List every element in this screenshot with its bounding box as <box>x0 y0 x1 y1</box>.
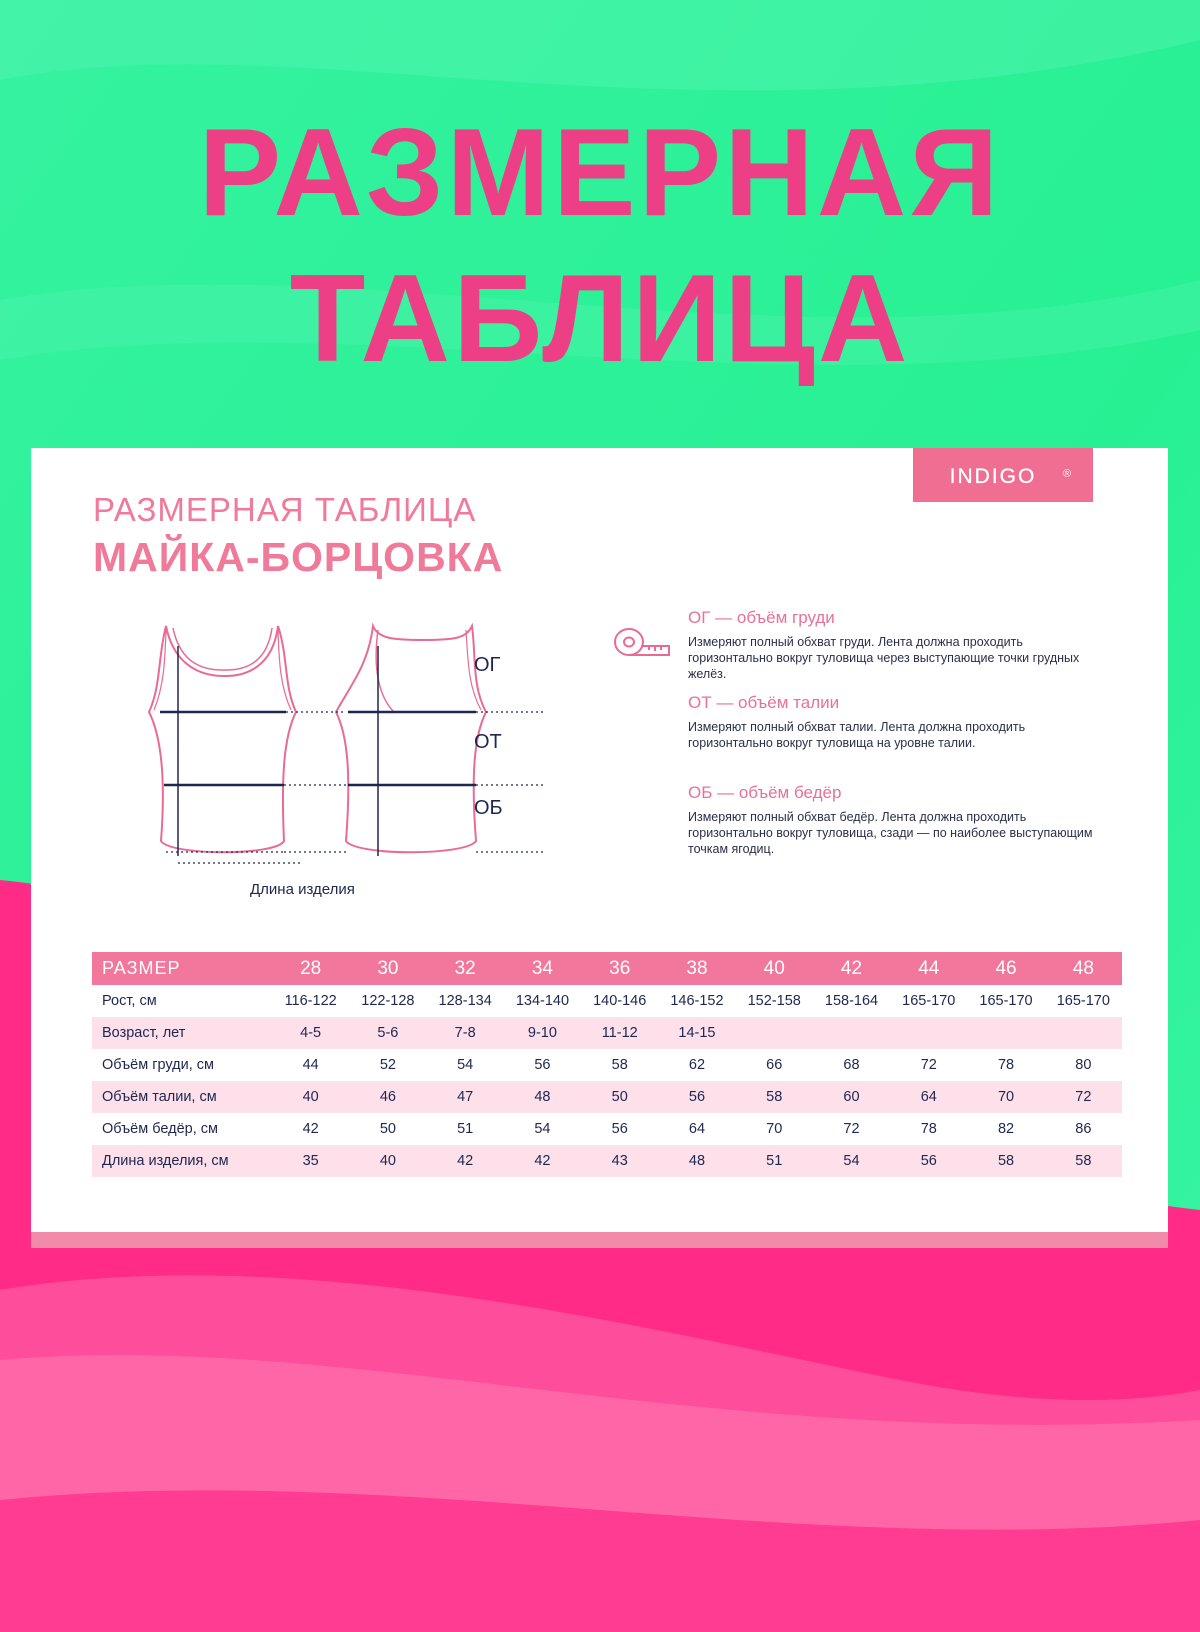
table-cell: 158-164 <box>824 993 879 1009</box>
card-subtitle: РАЗМЕРНАЯ ТАБЛИЦА <box>93 491 477 528</box>
table-cell: 54 <box>813 1145 890 1177</box>
card-footer-stripe <box>31 1232 1168 1248</box>
size-header-cell: 34 <box>504 952 581 985</box>
table-cell: 62 <box>688 1057 706 1073</box>
size-header-label: РАЗМЕР <box>92 952 272 985</box>
table-cell: 82 <box>997 1121 1015 1137</box>
card-product-name: МАЙКА-БОРЦОВКА <box>93 534 504 580</box>
table-cell <box>1045 1017 1122 1049</box>
hips-measure-title: ОБ — объём бедёр <box>688 783 842 802</box>
waist-label: ОТ <box>474 731 502 753</box>
table-cell: 11-12 <box>581 1017 658 1049</box>
chest-label: ОГ <box>474 654 501 676</box>
table-cell: 64 <box>890 1081 967 1113</box>
size-header-cell: 30 <box>349 952 426 985</box>
table-cell: 58 <box>1045 1145 1122 1177</box>
size-header-cell: 36 <box>581 952 658 985</box>
table-cell: 86 <box>1075 1121 1092 1137</box>
size-header-cell: 44 <box>890 952 967 985</box>
row-label: Объём талии, см <box>92 1081 272 1113</box>
table-cell: 43 <box>581 1145 658 1177</box>
size-header-cell: 46 <box>967 952 1044 985</box>
table-cell: 165-170 <box>902 993 956 1009</box>
hips-measure-text: Измеряют полный обхват бедёр. Лента должна проходить горизонтально вокруг туловища, сзади — по наиболее выступающим точкам ягодиц. <box>688 810 1093 856</box>
table-cell: 78 <box>920 1121 937 1137</box>
table-cell <box>967 1017 1044 1049</box>
waist-measure-info <box>688 693 1108 751</box>
table-cell: 48 <box>504 1081 581 1113</box>
table-cell: 58 <box>611 1057 628 1073</box>
table-cell: 50 <box>379 1121 396 1137</box>
table-cell: 42 <box>504 1145 581 1177</box>
size-chart-card <box>31 448 1168 1248</box>
size-header-cell: 28 <box>272 952 349 985</box>
tank-top-front <box>149 626 296 852</box>
table-cell: 70 <box>766 1121 783 1137</box>
size-header-cell: 38 <box>658 952 735 985</box>
chest-measure-text: Измеряют полный обхват груди. Лента должна проходить горизонтально вокруг туловища через выступающие точки грудных желёз. <box>688 635 1080 681</box>
table-cell: 146-152 <box>670 993 724 1009</box>
length-label: Длина изделия <box>250 881 355 898</box>
table-cell: 50 <box>581 1081 658 1113</box>
table-cell: 56 <box>658 1081 735 1113</box>
size-header-row <box>92 952 1122 985</box>
table-row <box>92 1049 1122 1081</box>
table-row <box>92 1081 1122 1113</box>
table-cell: 42 <box>427 1145 504 1177</box>
table-cell: 52 <box>379 1057 396 1073</box>
table-cell: 58 <box>967 1145 1044 1177</box>
table-cell: 72 <box>843 1121 860 1137</box>
table-cell: 165-170 <box>979 993 1033 1009</box>
chest-measure-title: ОГ — объём груди <box>688 608 835 627</box>
table-cell <box>890 1017 967 1049</box>
table-cell: 44 <box>302 1057 319 1073</box>
table-cell: 134-140 <box>515 993 570 1009</box>
table-cell: 5-6 <box>349 1017 426 1049</box>
row-label: Длина изделия, см <box>92 1145 272 1177</box>
hero-title-line2: ТАБЛИЦА <box>289 250 911 388</box>
size-header-cell: 40 <box>736 952 813 985</box>
table-cell: 51 <box>736 1145 813 1177</box>
table-cell: 40 <box>349 1145 426 1177</box>
measuring-tape-icon <box>611 624 675 664</box>
table-cell: 46 <box>349 1081 426 1113</box>
table-cell: 56 <box>534 1057 551 1073</box>
waist-measure-text: Измеряют полный обхват талии. Лента должна проходить горизонтально вокруг туловища на уровне талии. <box>688 720 1026 750</box>
table-cell: 116-122 <box>284 993 337 1009</box>
hips-label: ОБ <box>474 797 503 819</box>
table-cell <box>813 1017 890 1049</box>
row-label: Объём бедёр, см <box>102 1121 218 1137</box>
table-cell: 64 <box>688 1121 706 1137</box>
row-label: Рост, см <box>102 993 157 1009</box>
brand-logo <box>913 448 1093 502</box>
hero-title <box>0 100 1200 392</box>
table-cell: 60 <box>813 1081 890 1113</box>
chest-measure-info <box>688 608 1108 682</box>
row-label: Возраст, лет <box>92 1017 272 1049</box>
table-cell: 70 <box>967 1081 1044 1113</box>
size-header-cell: 48 <box>1045 952 1122 985</box>
table-cell: 4-5 <box>272 1017 349 1049</box>
table-cell: 122-128 <box>361 993 415 1009</box>
table-cell: 68 <box>843 1057 860 1073</box>
table-cell: 35 <box>272 1145 349 1177</box>
size-table <box>92 952 1122 1177</box>
brand-registered-mark: ® <box>1063 468 1072 480</box>
hips-measure-info <box>688 783 1108 857</box>
measure-lines <box>160 646 476 856</box>
table-cell: 80 <box>1075 1057 1092 1073</box>
table-cell: 48 <box>658 1145 735 1177</box>
tank-top-back <box>336 626 486 852</box>
table-cell: 7-8 <box>427 1017 504 1049</box>
table-cell: 51 <box>457 1121 474 1137</box>
table-cell: 54 <box>534 1121 551 1137</box>
table-cell <box>736 1017 813 1049</box>
waist-measure-title: ОТ — объём талии <box>688 693 840 712</box>
table-cell: 72 <box>1045 1081 1122 1113</box>
table-cell: 66 <box>766 1057 783 1073</box>
table-cell: 165-170 <box>1056 993 1110 1009</box>
row-label: Объём груди, см <box>102 1057 215 1073</box>
table-cell: 152-158 <box>747 993 801 1009</box>
table-cell: 128-134 <box>438 993 492 1009</box>
table-cell: 47 <box>427 1081 504 1113</box>
table-cell: 56 <box>890 1145 967 1177</box>
table-row <box>92 1113 1122 1145</box>
table-row <box>92 985 1122 1017</box>
brand-name: INDIGO <box>949 465 1037 488</box>
table-cell: 72 <box>920 1057 937 1073</box>
table-cell: 40 <box>272 1081 349 1113</box>
table-cell: 42 <box>302 1121 319 1137</box>
table-row <box>92 1017 1122 1049</box>
table-cell: 9-10 <box>504 1017 581 1049</box>
table-cell: 78 <box>997 1057 1015 1073</box>
table-cell: 14-15 <box>658 1017 735 1049</box>
table-cell: 58 <box>736 1081 813 1113</box>
size-header-cell: 32 <box>427 952 504 985</box>
hero-title-line1: РАЗМЕРНАЯ <box>198 104 1002 242</box>
table-cell: 54 <box>457 1057 474 1073</box>
table-row <box>92 1145 1122 1177</box>
size-header-cell: 42 <box>813 952 890 985</box>
table-cell: 56 <box>611 1121 628 1137</box>
table-cell: 140-146 <box>593 993 647 1009</box>
